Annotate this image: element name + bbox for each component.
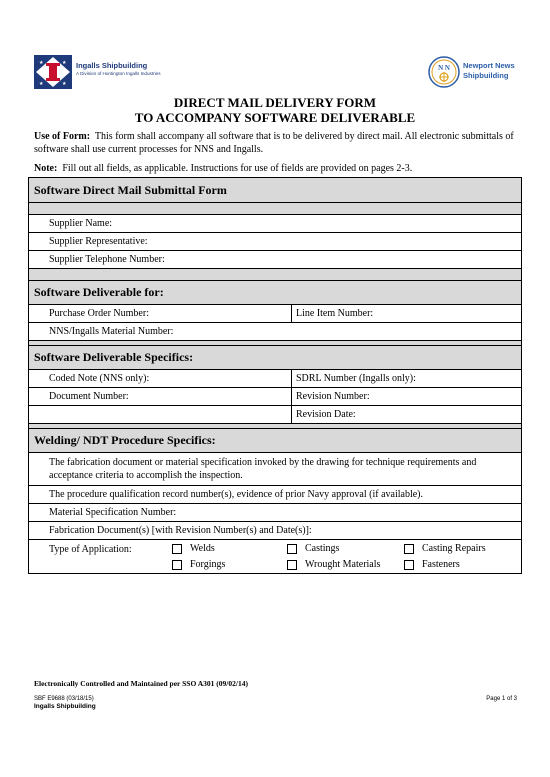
checkbox-icon[interactable] bbox=[172, 544, 182, 554]
sdrl-number-field[interactable] bbox=[292, 370, 521, 387]
section-title-submittal: Software Direct Mail Submittal Form bbox=[34, 182, 227, 197]
use-of-form-text: This form shall accompany all software that is to be delivered by direct mail. All electronic submittals of software shall use current processes for NNS and Ingalls. bbox=[34, 131, 514, 155]
forgings-checkbox[interactable] bbox=[172, 559, 225, 570]
supplier-name-field[interactable] bbox=[29, 214, 521, 232]
ingalls-logo-name: Ingalls Shipbuilding bbox=[76, 61, 148, 70]
section-divider bbox=[29, 202, 521, 214]
footer-page-number: Page 1 of 3 bbox=[486, 696, 517, 702]
nns-logo-line2: Shipbuilding bbox=[463, 71, 509, 80]
supplier-representative-label: Supplier Representative: bbox=[49, 236, 148, 247]
ingalls-flag-icon bbox=[34, 55, 72, 89]
sdrl-number-label: SDRL Number (Ingalls only): bbox=[296, 373, 416, 384]
revision-number-label: Revision Number: bbox=[296, 391, 370, 402]
fabrication-document-text: The fabrication document or material specification invoked by the drawing for technique requirements and acceptance criteria to accomplish the inspection. bbox=[49, 457, 477, 481]
document-number-row bbox=[29, 387, 521, 405]
submittal-form bbox=[28, 177, 522, 574]
section-title-specifics: Software Deliverable Specifics: bbox=[34, 350, 194, 364]
section-header-specifics bbox=[29, 345, 521, 369]
note-paragraph bbox=[34, 162, 519, 175]
nns-logo bbox=[428, 54, 518, 90]
document-number-field[interactable] bbox=[29, 388, 292, 405]
use-of-form-paragraph bbox=[34, 130, 519, 156]
coded-note-label: Coded Note (NNS only): bbox=[49, 373, 150, 384]
document-number-label: Document Number: bbox=[49, 391, 129, 402]
section-title-welding: Welding/ NDT Procedure Specifics: bbox=[34, 433, 216, 447]
welds-label: Welds bbox=[190, 543, 215, 554]
casting-repairs-checkbox[interactable] bbox=[404, 543, 486, 554]
footer-form-id: SBF E9688 (03/18/15) bbox=[34, 696, 94, 702]
qualification-record-field[interactable] bbox=[29, 485, 521, 503]
ingalls-logo bbox=[34, 55, 194, 89]
nns-logo-line1: Newport News bbox=[463, 61, 515, 70]
section-header-deliverable-for bbox=[29, 280, 521, 304]
casting-repairs-label: Casting Repairs bbox=[422, 543, 486, 554]
type-of-application-label: Type of Application: bbox=[49, 544, 132, 555]
svg-text:★: ★ bbox=[62, 82, 67, 87]
coded-note-field[interactable] bbox=[29, 370, 292, 387]
fasteners-label: Fasteners bbox=[422, 559, 460, 570]
qualification-record-text: The procedure qualification record number(s), evidence of prior Navy approval (if available). bbox=[49, 489, 423, 500]
checkbox-icon[interactable] bbox=[287, 544, 297, 554]
order-line-row bbox=[29, 304, 521, 322]
svg-text:★: ★ bbox=[39, 61, 44, 66]
purchase-order-label: Purchase Order Number: bbox=[49, 308, 149, 319]
nns-seal-icon bbox=[428, 56, 460, 88]
castings-checkbox[interactable] bbox=[287, 543, 339, 554]
material-spec-field[interactable] bbox=[29, 503, 521, 521]
revision-date-row bbox=[29, 405, 521, 423]
note-text: Fill out all fields, as applicable. Instructions for use of fields are provided on pages 2-3. bbox=[62, 163, 413, 174]
supplier-telephone-label: Supplier Telephone Number: bbox=[49, 254, 165, 265]
checkbox-icon[interactable] bbox=[287, 560, 297, 570]
revision-date-field[interactable] bbox=[292, 406, 521, 423]
supplier-telephone-field[interactable] bbox=[29, 250, 521, 268]
svg-text:★: ★ bbox=[62, 61, 67, 66]
form-title-line1: DIRECT MAIL DELIVERY FORM bbox=[173, 95, 377, 110]
line-item-label: Line Item Number: bbox=[296, 308, 374, 319]
svg-text:★: ★ bbox=[39, 82, 44, 87]
purchase-order-field[interactable] bbox=[29, 305, 292, 322]
line-item-field[interactable] bbox=[292, 305, 521, 322]
castings-label: Castings bbox=[305, 543, 340, 554]
checkbox-icon[interactable] bbox=[172, 560, 182, 570]
form-title-line2: TO ACCOMPANY SOFTWARE DELIVERABLE bbox=[134, 110, 416, 125]
section-header-submittal bbox=[29, 178, 521, 202]
material-spec-label: Material Specification Number: bbox=[49, 507, 177, 518]
type-of-application-row bbox=[29, 539, 521, 573]
coded-note-row bbox=[29, 369, 521, 387]
fasteners-checkbox[interactable] bbox=[404, 559, 460, 570]
material-number-label: NNS/Ingalls Material Number: bbox=[49, 326, 174, 337]
wrought-materials-label: Wrought Materials bbox=[305, 559, 381, 570]
fabrication-docs-field[interactable] bbox=[29, 521, 521, 539]
welds-checkbox[interactable] bbox=[172, 543, 215, 554]
footer-company: Ingalls Shipbuilding bbox=[34, 703, 96, 710]
footer-controlled-note: Electronically Controlled and Maintained per SSO A301 (09/02/14) bbox=[34, 679, 248, 688]
checkbox-icon[interactable] bbox=[404, 544, 414, 554]
wrought-materials-checkbox[interactable] bbox=[287, 559, 380, 570]
svg-text:N N: N N bbox=[438, 64, 450, 72]
section-divider bbox=[29, 268, 521, 280]
use-of-form-label: Use of Form: bbox=[34, 131, 91, 142]
ingalls-logo-tagline: A Division of Huntington Ingalls Industries bbox=[76, 71, 161, 76]
empty-cell bbox=[29, 406, 292, 423]
note-label: Note: bbox=[34, 163, 58, 174]
fabrication-document-field[interactable] bbox=[29, 452, 521, 485]
section-title-deliverable-for: Software Deliverable for: bbox=[34, 285, 164, 299]
material-number-field[interactable] bbox=[29, 322, 521, 340]
revision-number-field[interactable] bbox=[292, 388, 521, 405]
supplier-name-label: Supplier Name: bbox=[49, 218, 113, 229]
checkbox-icon[interactable] bbox=[404, 560, 414, 570]
revision-date-label: Revision Date: bbox=[296, 409, 356, 420]
forgings-label: Forgings bbox=[190, 559, 226, 570]
fabrication-docs-label: Fabrication Document(s) [with Revision Number(s) and Date(s)]: bbox=[49, 525, 312, 536]
section-header-welding bbox=[29, 428, 521, 452]
supplier-representative-field[interactable] bbox=[29, 232, 521, 250]
